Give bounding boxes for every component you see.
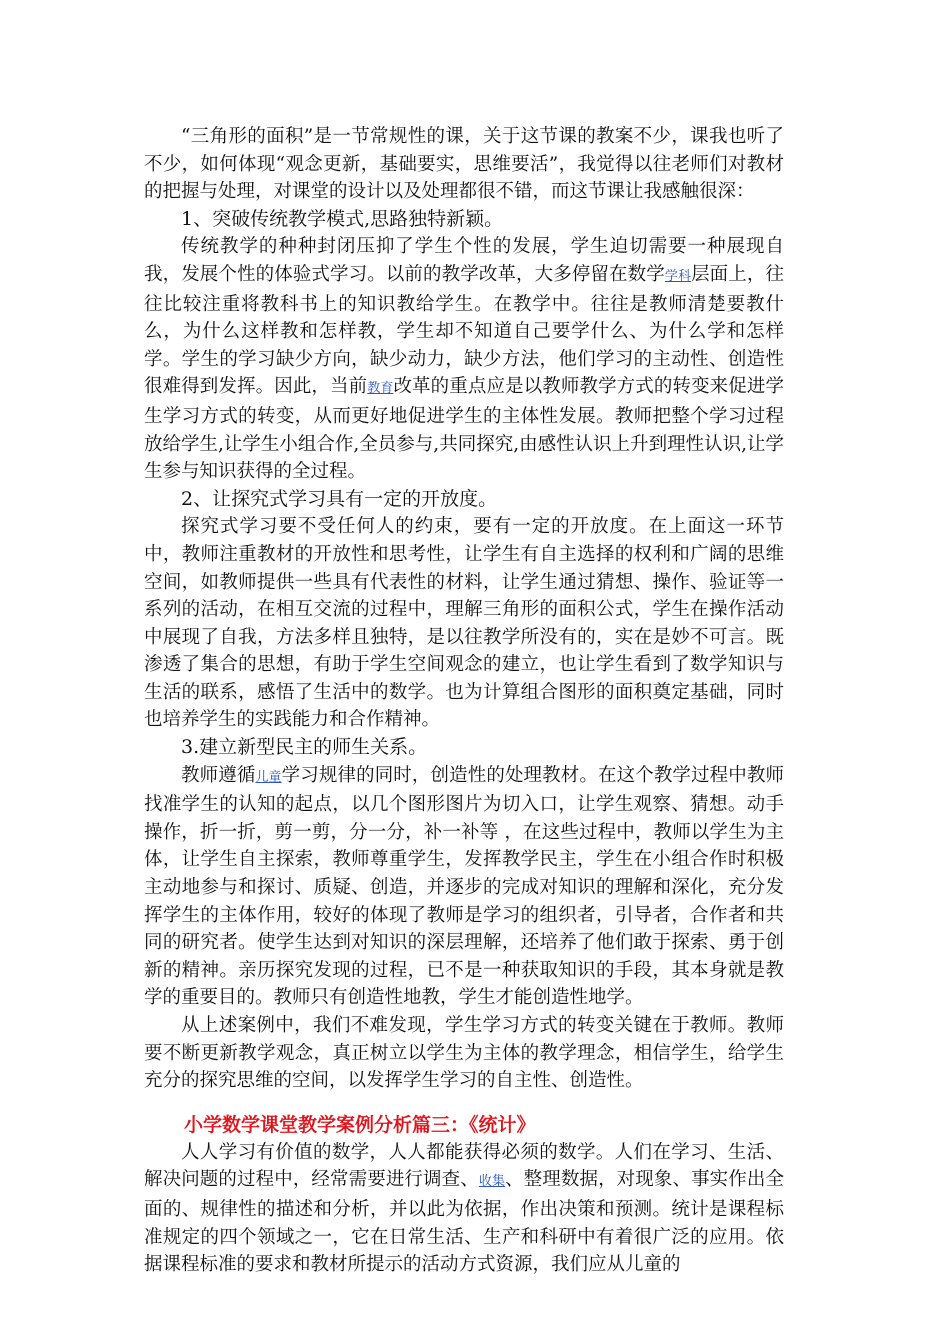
point3-paragraph (144, 762, 784, 1012)
section3-text-a: 人人学习有价值的数学，人人都能获得必须的数学。人们在学习、生活、解决问题的过程中，经常需要进行调查、 (144, 1141, 784, 1191)
link-jiaoyu[interactable]: 教育 (367, 381, 394, 397)
link-ertong[interactable]: 儿童 (255, 769, 282, 785)
point1-text-b: 层面上，往往比较注重将教科书上的知识教给学生。在教学中。往往是教师清楚要教什么，为什么这样教和怎样教，学生却不知道自己要学什么、为什么学和怎样学。学生的学习缺少方向，缺少动力，缺少方法，他们学习的主动性、创造性很难得到发挥。因此，当前 (144, 263, 784, 398)
document-body (144, 123, 784, 1279)
point2-paragraph: 探究式学习要不受任何人的约束，要有一定的开放度。在上面这一环节中，教师注重教材的开放性和思考性，让学生有自主选择的权利和广阔的思维空间，如教师提供一些具有代表性的材料，让学生通过猜想、操作、验证等一系列的活动，在相互交流的过程中，理解三角形的面积公式，学生在操作活动中展现了自我，方法多样且独特，是以往教学所没有的，实在是妙不可言。既渗透了集合的思想，有助于学生空间观念的建立，也让学生看到了数学知识与生活的联系，感悟了生活中的数学。也为计算组合图形的面积奠定基础，同时也培养学生的实践能力和合作精神。 (144, 516, 784, 731)
point3-text-a: 教师遵循 (181, 764, 256, 786)
section3-title: 小学数学课堂教学案例分析篇三：《统计》 (184, 1113, 536, 1136)
link-xueke[interactable]: 学科 (664, 268, 692, 284)
conclusion-paragraph: 从上述案例中，我们不难发现，学生学习方式的转变关键在于教师。教师要不断更新教学观念，真正树立以学生为主体的教学理念，相信学生，给学生充分的探究思维的空间，以发挥学生学习的自主性、创造性。 (144, 1015, 784, 1092)
point1-text-a: 传统教学的种种封闭压抑了学生个性的发展，学生迫切需要一种展现自我，发展个性的体验式学习。以前的教学改革，大多停留在数学 (144, 236, 784, 285)
point2-heading: 2、让探究式学习具有一定的开放度。 (181, 487, 498, 510)
point1-text-c: 改革的重点应是以教师教学方式的转变来促进学生学习方式的转变，从而更好地促进学生的主体性发展。教师把整个学习过程放给学生,让学生小组合作,全员参与,共同探究,由感性认识上升到理性认识,让学生参与知识获得的全过程。 (144, 376, 784, 483)
section3-paragraph (144, 1139, 784, 1279)
intro-paragraph: “三角形的面积”是一节常规性的课，关于这节课的教案不少，课我也听了不少，如何体现“观念更新，基础要实，思维要活”，我觉得以往老师们对教材的把握与处理，对课堂的设计以及处理都很不错，而这节课让我感触很深： (144, 126, 784, 203)
point3-heading: 3.建立新型民主的师生关系。 (181, 736, 428, 759)
point1-paragraph (144, 233, 784, 485)
link-shouji[interactable]: 收集 (478, 1174, 506, 1190)
section3-text-b: 、整理数据，对现象、事实作出全面的、规律性的描述和分析，并以此为依据，作出决策和预测。统计是课程标准规定的四个领域之一，它在日常生活、生产和科研中有着很广泛的应用。依据课程标准的要求和教材所提示的活动方式资源，我们应从儿童的 (144, 1169, 784, 1276)
point1-heading: 1、突破传统教学模式,思路独特新颖。 (181, 207, 504, 230)
point3-text-b: 学习规律的同时，创造性的处理教材。在这个教学过程中教师找准学生的认知的起点，以几个图形图片为切入口，让学生观察、猜想。动手操作，折一折，剪一剪，分一分，补一补等 ，在这些过程中，教师以学生为主体，让学生自主探索，教师尊重学生，发挥教学民主，学生在小组合作时积极主动地参与和探讨、质疑、创造，并逐步的完成对知识的理解和深化，充分发挥学生的主体作用，较好的体现了教师是学习的组织者，引导者，合作者和共同的研究者。使学生达到对知识的深层理解，还培养了他们敢于探索、勇于创新的精神。亲历探究发现的过程，已不是一种获取知识的手段，其本身就是教学的重要目的。教师只有创造性地教，学生才能创造性地学。 (144, 764, 784, 1009)
